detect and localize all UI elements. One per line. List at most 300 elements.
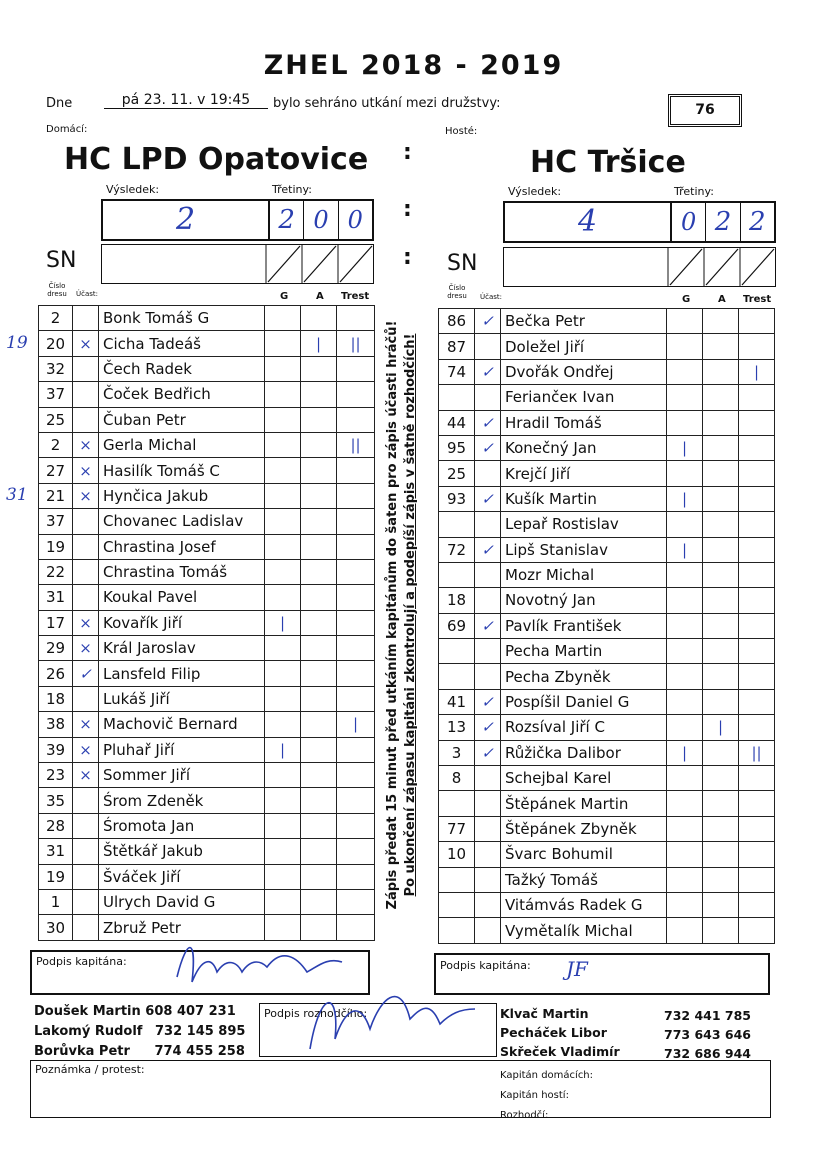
jersey-number[interactable]: 93 [439, 486, 475, 511]
jersey-number[interactable]: 44 [439, 410, 475, 435]
jersey-number[interactable]: 37 [39, 509, 73, 534]
player-name[interactable]: Doležel Jiří [501, 334, 667, 359]
table-row [439, 309, 775, 334]
penalty-cell[interactable]: || [337, 331, 375, 356]
presence-mark[interactable] [475, 588, 501, 613]
player-name[interactable]: Král Jaroslav [99, 636, 265, 661]
jersey-number[interactable]: 21 [39, 483, 73, 508]
goals-cell[interactable] [667, 918, 703, 943]
goals-cell[interactable] [667, 588, 703, 613]
jersey-number[interactable]: 2 [39, 306, 73, 331]
jersey-number[interactable]: 95 [439, 435, 475, 460]
jersey-number[interactable]: 17 [39, 610, 73, 635]
player-name[interactable]: Čoček Bedřich [99, 382, 265, 407]
player-name[interactable]: Růžička Dalibor [501, 740, 667, 765]
jersey-number[interactable]: 3 [439, 740, 475, 765]
goals-cell[interactable] [667, 385, 703, 410]
goals-cell[interactable] [667, 639, 703, 664]
table-row [39, 432, 375, 457]
jersey-number[interactable]: 10 [439, 842, 475, 867]
player-name[interactable]: Śromota Jan [99, 813, 265, 838]
goals-cell[interactable] [667, 892, 703, 917]
player-name[interactable]: Štětkář Jakub [99, 839, 265, 864]
goals-cell[interactable] [265, 306, 301, 331]
jersey-number[interactable]: 31 [39, 839, 73, 864]
goals-cell[interactable] [265, 432, 301, 457]
instruction-line-1: Zápis předat 15 minut před utkáním kapitánům do šaten pro zápis účasti hráčů! [385, 320, 400, 910]
presence-mark[interactable] [73, 864, 99, 889]
player-name[interactable]: Šváček Jiří [99, 864, 265, 889]
jersey-number[interactable]: 31 [39, 585, 73, 610]
assists-cell[interactable] [301, 458, 337, 483]
goals-cell[interactable] [265, 356, 301, 381]
penalty-cell[interactable] [739, 842, 775, 867]
goals-cell[interactable] [667, 791, 703, 816]
assists-cell[interactable] [703, 562, 739, 587]
player-name[interactable]: Vitámvás Radek G [501, 892, 667, 917]
jersey-number[interactable]: 25 [39, 407, 73, 432]
presence-mark[interactable]: ✓ [475, 689, 501, 714]
presence-mark[interactable] [73, 813, 99, 838]
jersey-number[interactable]: 20 [39, 331, 73, 356]
jersey-number[interactable] [439, 867, 475, 892]
presence-mark[interactable] [475, 816, 501, 841]
goals-cell[interactable] [667, 309, 703, 334]
goals-cell[interactable] [667, 664, 703, 689]
assists-cell[interactable] [703, 309, 739, 334]
player-name[interactable]: Schejbal Karel [501, 766, 667, 791]
jersey-number[interactable]: 2 [39, 432, 73, 457]
jersey-number[interactable]: 38 [39, 712, 73, 737]
assists-cell[interactable] [703, 842, 739, 867]
contact-name: Lakomý Rudolf [34, 1024, 143, 1039]
goals-cell[interactable] [265, 788, 301, 813]
jersey-number[interactable]: 87 [439, 334, 475, 359]
table-row [439, 562, 775, 587]
assists-cell[interactable] [703, 689, 739, 714]
penalty-cell[interactable] [739, 664, 775, 689]
player-name[interactable]: Mozr Michal [501, 562, 667, 587]
presence-mark[interactable] [73, 356, 99, 381]
goals-cell[interactable] [667, 715, 703, 740]
assists-cell[interactable] [301, 483, 337, 508]
jersey-number[interactable]: 23 [39, 763, 73, 788]
margin-number: 19 [6, 333, 28, 353]
note-box[interactable] [30, 1060, 771, 1118]
goals-cell[interactable] [265, 813, 301, 838]
goals-cell[interactable]: | [667, 740, 703, 765]
player-name[interactable]: Gerla Michal [99, 432, 265, 457]
goals-cell[interactable]: | [265, 610, 301, 635]
jersey-number[interactable]: 32 [39, 356, 73, 381]
presence-mark[interactable] [73, 686, 99, 711]
goals-cell[interactable] [667, 816, 703, 841]
presence-mark[interactable]: ✓ [475, 715, 501, 740]
presence-mark[interactable]: ✓ [475, 309, 501, 334]
jersey-number[interactable] [439, 892, 475, 917]
penalty-cell[interactable] [739, 334, 775, 359]
goals-cell[interactable]: | [265, 737, 301, 762]
jersey-number[interactable]: 30 [39, 915, 73, 940]
goals-cell[interactable] [265, 661, 301, 686]
goals-cell[interactable] [265, 889, 301, 914]
penalty-cell[interactable] [739, 435, 775, 460]
penalty-cell[interactable]: || [739, 740, 775, 765]
presence-mark[interactable] [73, 585, 99, 610]
home-col-present: Účast: [76, 290, 99, 298]
assists-cell[interactable] [703, 537, 739, 562]
goals-cell[interactable]: | [667, 435, 703, 460]
assists-cell[interactable] [301, 763, 337, 788]
assists-cell[interactable] [301, 610, 337, 635]
presence-mark[interactable] [475, 867, 501, 892]
presence-mark[interactable] [475, 512, 501, 537]
jersey-number[interactable] [439, 918, 475, 943]
goals-cell[interactable] [265, 864, 301, 889]
jersey-number[interactable]: 35 [39, 788, 73, 813]
player-name[interactable]: Cicha Tadeáš [99, 331, 265, 356]
assists-cell[interactable] [703, 639, 739, 664]
goals-cell[interactable] [265, 407, 301, 432]
presence-mark[interactable]: × [73, 737, 99, 762]
presence-mark[interactable] [475, 842, 501, 867]
player-name[interactable]: Novotný Jan [501, 588, 667, 613]
player-name[interactable]: Štěpánek Zbyněk [501, 816, 667, 841]
presence-mark[interactable]: × [73, 763, 99, 788]
presence-mark[interactable] [475, 562, 501, 587]
assists-cell[interactable] [703, 461, 739, 486]
assists-cell[interactable] [301, 407, 337, 432]
jersey-number[interactable]: 72 [439, 537, 475, 562]
jersey-number[interactable] [439, 512, 475, 537]
assists-cell[interactable] [703, 385, 739, 410]
away-captain-signature-label: Podpis kapitána: [440, 959, 531, 972]
jersey-number[interactable] [439, 385, 475, 410]
assists-cell[interactable] [301, 636, 337, 661]
assists-cell[interactable] [703, 892, 739, 917]
assists-cell[interactable] [703, 791, 739, 816]
goals-cell[interactable] [667, 689, 703, 714]
goals-cell[interactable] [667, 334, 703, 359]
assists-cell[interactable] [301, 813, 337, 838]
player-name[interactable]: Chrastina Tomáš [99, 559, 265, 584]
assists-cell[interactable] [703, 512, 739, 537]
presence-mark[interactable] [475, 918, 501, 943]
player-name[interactable]: Chovanec Ladislav [99, 509, 265, 534]
jersey-number[interactable]: 29 [39, 636, 73, 661]
presence-mark[interactable] [475, 639, 501, 664]
goals-cell[interactable]: | [667, 486, 703, 511]
penalty-cell[interactable] [739, 461, 775, 486]
goals-cell[interactable] [667, 410, 703, 435]
presence-mark[interactable]: × [73, 458, 99, 483]
assists-cell[interactable] [703, 664, 739, 689]
presence-mark[interactable]: × [73, 712, 99, 737]
penalty-cell[interactable] [739, 867, 775, 892]
player-name[interactable]: Pluhař Jiří [99, 737, 265, 762]
goals-cell[interactable] [265, 636, 301, 661]
presence-mark[interactable] [73, 306, 99, 331]
table-row [39, 737, 375, 762]
presence-mark[interactable] [73, 559, 99, 584]
goals-cell[interactable] [265, 534, 301, 559]
jersey-number[interactable]: 18 [39, 686, 73, 711]
player-name[interactable]: Štěpánek Martin [501, 791, 667, 816]
player-name[interactable]: Hasilík Tomáš C [99, 458, 265, 483]
player-name[interactable]: Tažký Tomáš [501, 867, 667, 892]
player-name[interactable]: Pecha Zbyněk [501, 664, 667, 689]
assists-cell[interactable] [703, 334, 739, 359]
away-roster-table [438, 308, 775, 944]
goals-cell[interactable] [667, 562, 703, 587]
player-name[interactable]: Vymětalík Michal [501, 918, 667, 943]
jersey-number[interactable]: 69 [439, 613, 475, 638]
presence-mark[interactable] [73, 534, 99, 559]
player-name[interactable]: Kovařík Jiří [99, 610, 265, 635]
player-name[interactable]: Konečný Jan [501, 435, 667, 460]
jersey-number[interactable] [439, 664, 475, 689]
goals-cell[interactable] [667, 867, 703, 892]
player-name[interactable]: Śrom Zdeněk [99, 788, 265, 813]
goals-cell[interactable] [667, 461, 703, 486]
table-row [39, 509, 375, 534]
penalty-cell[interactable] [739, 410, 775, 435]
penalty-cell[interactable] [739, 816, 775, 841]
player-name[interactable]: Sommer Jiří [99, 763, 265, 788]
jersey-number[interactable] [439, 562, 475, 587]
presence-mark[interactable] [73, 915, 99, 940]
jersey-number[interactable]: 74 [439, 359, 475, 384]
penalty-cell[interactable] [739, 639, 775, 664]
presence-mark[interactable]: ✓ [475, 613, 501, 638]
presence-mark[interactable]: × [73, 483, 99, 508]
player-name[interactable]: Kušík Martin [501, 486, 667, 511]
player-name[interactable]: Čech Radek [99, 356, 265, 381]
played-text: bylo sehráno utkání mezi družstvy: [273, 96, 501, 111]
goals-cell[interactable] [667, 359, 703, 384]
assists-cell[interactable] [301, 686, 337, 711]
presence-mark[interactable] [73, 407, 99, 432]
penalty-cell[interactable] [739, 588, 775, 613]
assists-cell[interactable] [301, 509, 337, 534]
assists-cell[interactable] [301, 585, 337, 610]
assists-cell[interactable] [703, 410, 739, 435]
player-name[interactable]: Feriančeк Ivan [501, 385, 667, 410]
presence-mark[interactable] [475, 385, 501, 410]
presence-mark[interactable]: ✓ [475, 359, 501, 384]
assists-cell[interactable] [301, 356, 337, 381]
penalty-cell[interactable] [739, 791, 775, 816]
presence-mark[interactable]: ✓ [475, 435, 501, 460]
presence-mark[interactable] [73, 839, 99, 864]
away-period-2: 2 [706, 203, 740, 241]
table-row [439, 334, 775, 359]
penalty-cell[interactable]: | [739, 359, 775, 384]
player-name[interactable]: Lukáš Jiří [99, 686, 265, 711]
player-name[interactable]: Pavlík František [501, 613, 667, 638]
presence-mark[interactable] [475, 766, 501, 791]
presence-mark[interactable] [73, 509, 99, 534]
goals-cell[interactable] [265, 763, 301, 788]
jersey-number[interactable]: 19 [39, 864, 73, 889]
referee-signature-box[interactable] [259, 1003, 497, 1057]
assists-cell[interactable]: | [301, 331, 337, 356]
jersey-number[interactable]: 86 [439, 309, 475, 334]
assists-cell[interactable] [301, 864, 337, 889]
jersey-number[interactable]: 39 [39, 737, 73, 762]
player-name[interactable]: Pospíšil Daniel G [501, 689, 667, 714]
goals-cell[interactable] [265, 686, 301, 711]
jersey-number[interactable]: 26 [39, 661, 73, 686]
assists-cell[interactable] [703, 918, 739, 943]
player-name[interactable]: Krejčí Jiří [501, 461, 667, 486]
goals-cell[interactable] [667, 842, 703, 867]
home-col-penalty: Trest [341, 291, 370, 302]
assists-cell[interactable]: | [703, 715, 739, 740]
assists-cell[interactable] [301, 737, 337, 762]
jersey-number[interactable]: 28 [39, 813, 73, 838]
goals-cell[interactable] [265, 483, 301, 508]
assists-cell[interactable] [703, 613, 739, 638]
penalty-cell[interactable] [739, 715, 775, 740]
player-name[interactable]: Rozsíval Jiří C [501, 715, 667, 740]
goals-cell[interactable] [265, 839, 301, 864]
away-score-box [503, 201, 776, 243]
assists-cell[interactable] [703, 816, 739, 841]
goals-cell[interactable] [667, 766, 703, 791]
player-name[interactable]: Lansfeld Filip [99, 661, 265, 686]
penalty-cell[interactable] [739, 385, 775, 410]
assists-cell[interactable] [301, 889, 337, 914]
contact-name: Skřeček Vladimír [500, 1044, 620, 1059]
player-name[interactable]: Koukal Pavel [99, 585, 265, 610]
presence-mark[interactable] [475, 791, 501, 816]
assists-cell[interactable] [301, 839, 337, 864]
jersey-number[interactable]: 19 [39, 534, 73, 559]
player-name[interactable]: Ulrych David G [99, 889, 265, 914]
goals-cell[interactable] [265, 559, 301, 584]
assists-cell[interactable] [301, 661, 337, 686]
goals-cell[interactable] [265, 585, 301, 610]
jersey-number[interactable]: 77 [439, 816, 475, 841]
jersey-number[interactable]: 8 [439, 766, 475, 791]
assists-cell[interactable] [703, 359, 739, 384]
margin-number: 31 [6, 485, 28, 506]
player-name[interactable]: Lipš Stanislav [501, 537, 667, 562]
assists-cell[interactable] [301, 382, 337, 407]
home-sn-slashes [101, 244, 374, 284]
assists-cell[interactable] [703, 486, 739, 511]
goals-cell[interactable]: | [667, 537, 703, 562]
jersey-number[interactable]: 13 [439, 715, 475, 740]
assists-cell[interactable] [703, 766, 739, 791]
jersey-number[interactable]: 41 [439, 689, 475, 714]
presence-mark[interactable] [73, 788, 99, 813]
presence-mark[interactable]: ✓ [475, 486, 501, 511]
assists-cell[interactable] [703, 588, 739, 613]
penalty-cell[interactable] [739, 613, 775, 638]
jersey-number[interactable] [439, 791, 475, 816]
player-name[interactable]: Švarc Bohumil [501, 842, 667, 867]
player-name[interactable]: Bečka Petr [501, 309, 667, 334]
goals-cell[interactable] [265, 458, 301, 483]
presence-mark[interactable]: ✓ [475, 537, 501, 562]
assists-cell[interactable] [703, 435, 739, 460]
assists-cell[interactable] [301, 788, 337, 813]
goals-cell[interactable] [667, 613, 703, 638]
assists-cell[interactable] [301, 432, 337, 457]
captain-away-label: Kapitán hostí: [500, 1090, 569, 1101]
player-name[interactable]: Pecha Martin [501, 639, 667, 664]
player-name[interactable]: Lepař Rostislav [501, 512, 667, 537]
presence-mark[interactable] [475, 892, 501, 917]
jersey-number[interactable] [439, 639, 475, 664]
assists-cell[interactable] [301, 712, 337, 737]
penalty-cell[interactable] [739, 537, 775, 562]
goals-cell[interactable] [265, 509, 301, 534]
jersey-number[interactable]: 37 [39, 382, 73, 407]
player-name[interactable]: Hynčica Jakub [99, 483, 265, 508]
assists-cell[interactable] [301, 306, 337, 331]
assists-cell[interactable] [703, 867, 739, 892]
player-name[interactable]: Chrastina Josef [99, 534, 265, 559]
assists-cell[interactable] [301, 534, 337, 559]
presence-mark[interactable] [73, 889, 99, 914]
presence-mark[interactable]: ✓ [475, 410, 501, 435]
jersey-number[interactable]: 27 [39, 458, 73, 483]
presence-mark[interactable]: × [73, 636, 99, 661]
goals-cell[interactable] [265, 712, 301, 737]
penalty-cell[interactable]: | [337, 712, 375, 737]
player-name[interactable]: Machovič Bernard [99, 712, 265, 737]
presence-mark[interactable] [73, 382, 99, 407]
penalty-cell[interactable] [739, 486, 775, 511]
player-name[interactable]: Zbruž Petr [99, 915, 265, 940]
assists-cell[interactable] [301, 559, 337, 584]
penalty-cell[interactable] [739, 562, 775, 587]
penalty-cell[interactable] [739, 918, 775, 943]
jersey-number[interactable]: 22 [39, 559, 73, 584]
player-name[interactable]: Hradil Tomáš [501, 410, 667, 435]
presence-mark[interactable] [475, 461, 501, 486]
assists-cell[interactable] [703, 740, 739, 765]
table-row [39, 306, 375, 331]
player-name[interactable]: Dvořák Ondřej [501, 359, 667, 384]
jersey-number[interactable]: 1 [39, 889, 73, 914]
presence-mark[interactable]: × [73, 331, 99, 356]
penalty-cell[interactable]: || [337, 432, 375, 457]
jersey-number[interactable]: 18 [439, 588, 475, 613]
presence-mark[interactable] [475, 334, 501, 359]
player-name[interactable]: Bonk Tomáš G [99, 306, 265, 331]
penalty-cell[interactable] [739, 689, 775, 714]
goals-cell[interactable] [265, 331, 301, 356]
goals-cell[interactable] [667, 512, 703, 537]
home-sn-label: SN [46, 248, 77, 273]
penalty-cell[interactable] [739, 309, 775, 334]
player-name[interactable]: Čuban Petr [99, 407, 265, 432]
jersey-number[interactable]: 25 [439, 461, 475, 486]
penalty-cell[interactable] [739, 892, 775, 917]
goals-cell[interactable] [265, 382, 301, 407]
presence-mark[interactable]: ✓ [73, 661, 99, 686]
presence-mark[interactable]: ✓ [475, 740, 501, 765]
penalty-cell[interactable] [739, 766, 775, 791]
presence-mark[interactable] [475, 664, 501, 689]
penalty-cell[interactable] [739, 512, 775, 537]
presence-mark[interactable]: × [73, 610, 99, 635]
presence-mark[interactable]: × [73, 432, 99, 457]
